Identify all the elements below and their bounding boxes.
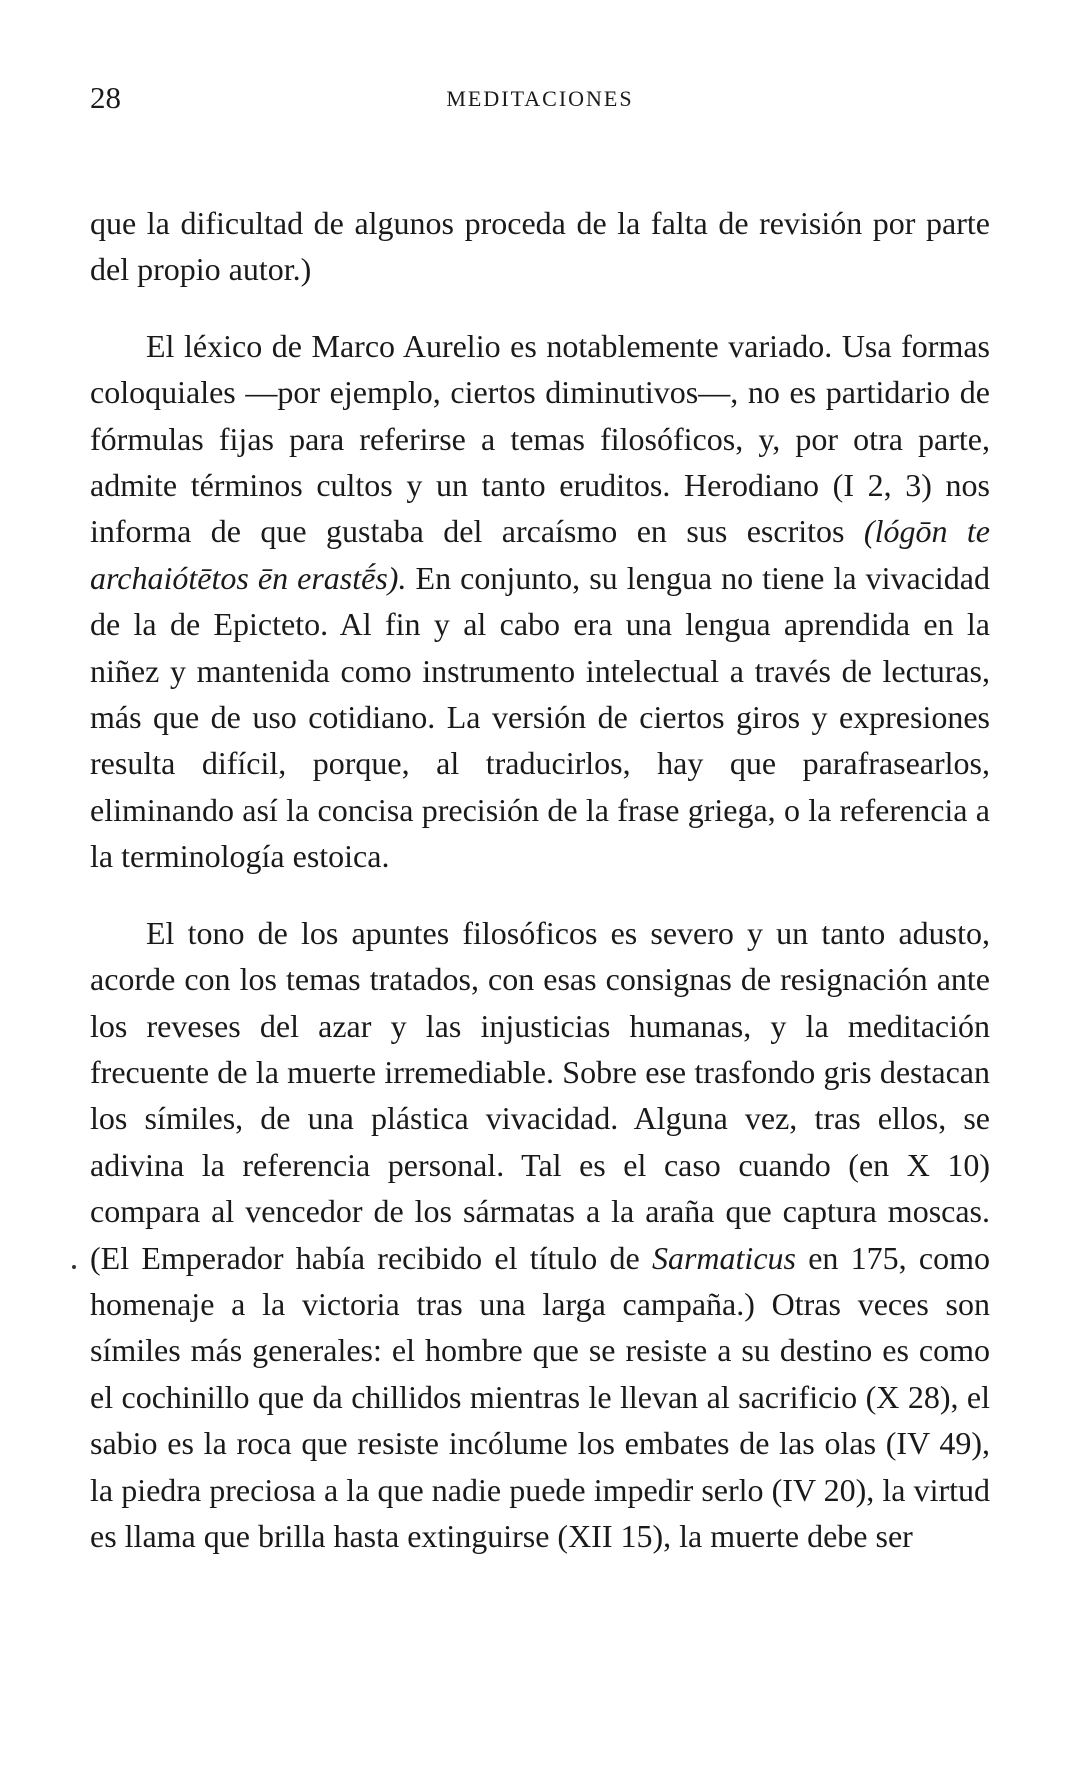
greek-transliteration: (lógōn te archaiótētos ēn erastḗs). xyxy=(90,513,991,596)
body-text xyxy=(90,200,990,1559)
page-header xyxy=(90,78,990,128)
page-number: 28 xyxy=(90,80,121,115)
paragraph-1-text: que la dificultad de algunos proceda de la falta de revisión por parte del propio autor.) xyxy=(90,205,990,288)
paragraph-continued xyxy=(90,200,990,293)
paragraph-2-text-start: El léxico de Marco Aurelio es notablemente variado. Usa formas coloquiales —por ejemplo, ciertos diminutivos—, no es partidario de fórmulas fijas para referirse a temas filosóficos, y, por otra parte, admite términos cultos y un tanto eruditos. Herodiano (I 2, 3) nos informa de que gustaba del arcaísmo en sus escritos xyxy=(90,327,990,550)
paragraph-3-text-end: en 175, como homenaje a la victoria tras una larga campaña.) Otras veces son símiles más generales: el hombre que se resiste a su destino es como el cochinillo que da chillidos mientras le llevan al sacrificio (X 28), el sabio es la roca que resiste incólume los embates de las olas (IV 49), la piedra preciosa a la que nadie puede impedir serlo (IV 20), la virtud es llama que brilla hasta extinguirse (XII 15), la muerte debe ser xyxy=(90,1239,991,1554)
paragraph-tone xyxy=(90,910,990,1560)
paragraph-3-text-start: El tono de los apuntes filosóficos es severo y un tanto adusto, acorde con los temas tratados, con esas consignas de resignación ante los reveses del azar y las injusticias humanas, y la meditación frecuente de la muerte irremediable. Sobre ese trasfondo gris destacan los símiles, de una plástica vivacidad. Alguna vez, tras ellos, se adivina la referencia personal. Tal es el caso cuando (en X 10) compara al vencedor de los sármatas a la araña que captura moscas. (El Emperador había recibido el título de xyxy=(90,914,990,1276)
running-head-title: MEDITACIONES xyxy=(446,86,634,111)
sarmaticus-title: Sarmaticus xyxy=(651,1239,796,1276)
paragraph-2-text-end: En conjunto, su lengua no tiene la vivacidad de la de Epicteto. Al fin y al cabo era una lengua aprendida en la niñez y mantenida como instrumento intelectual a través de lecturas, más que de uso cotidiano. La versión de ciertos giros y expresiones resulta difícil, porque, al traducirlos, hay que parafrasearlos, eliminando así la concisa precisión de la frase griega, o la referencia a la terminología estoica. xyxy=(90,559,991,875)
paragraph-lexicon xyxy=(90,323,990,880)
margin-dot-mark xyxy=(72,1265,76,1269)
